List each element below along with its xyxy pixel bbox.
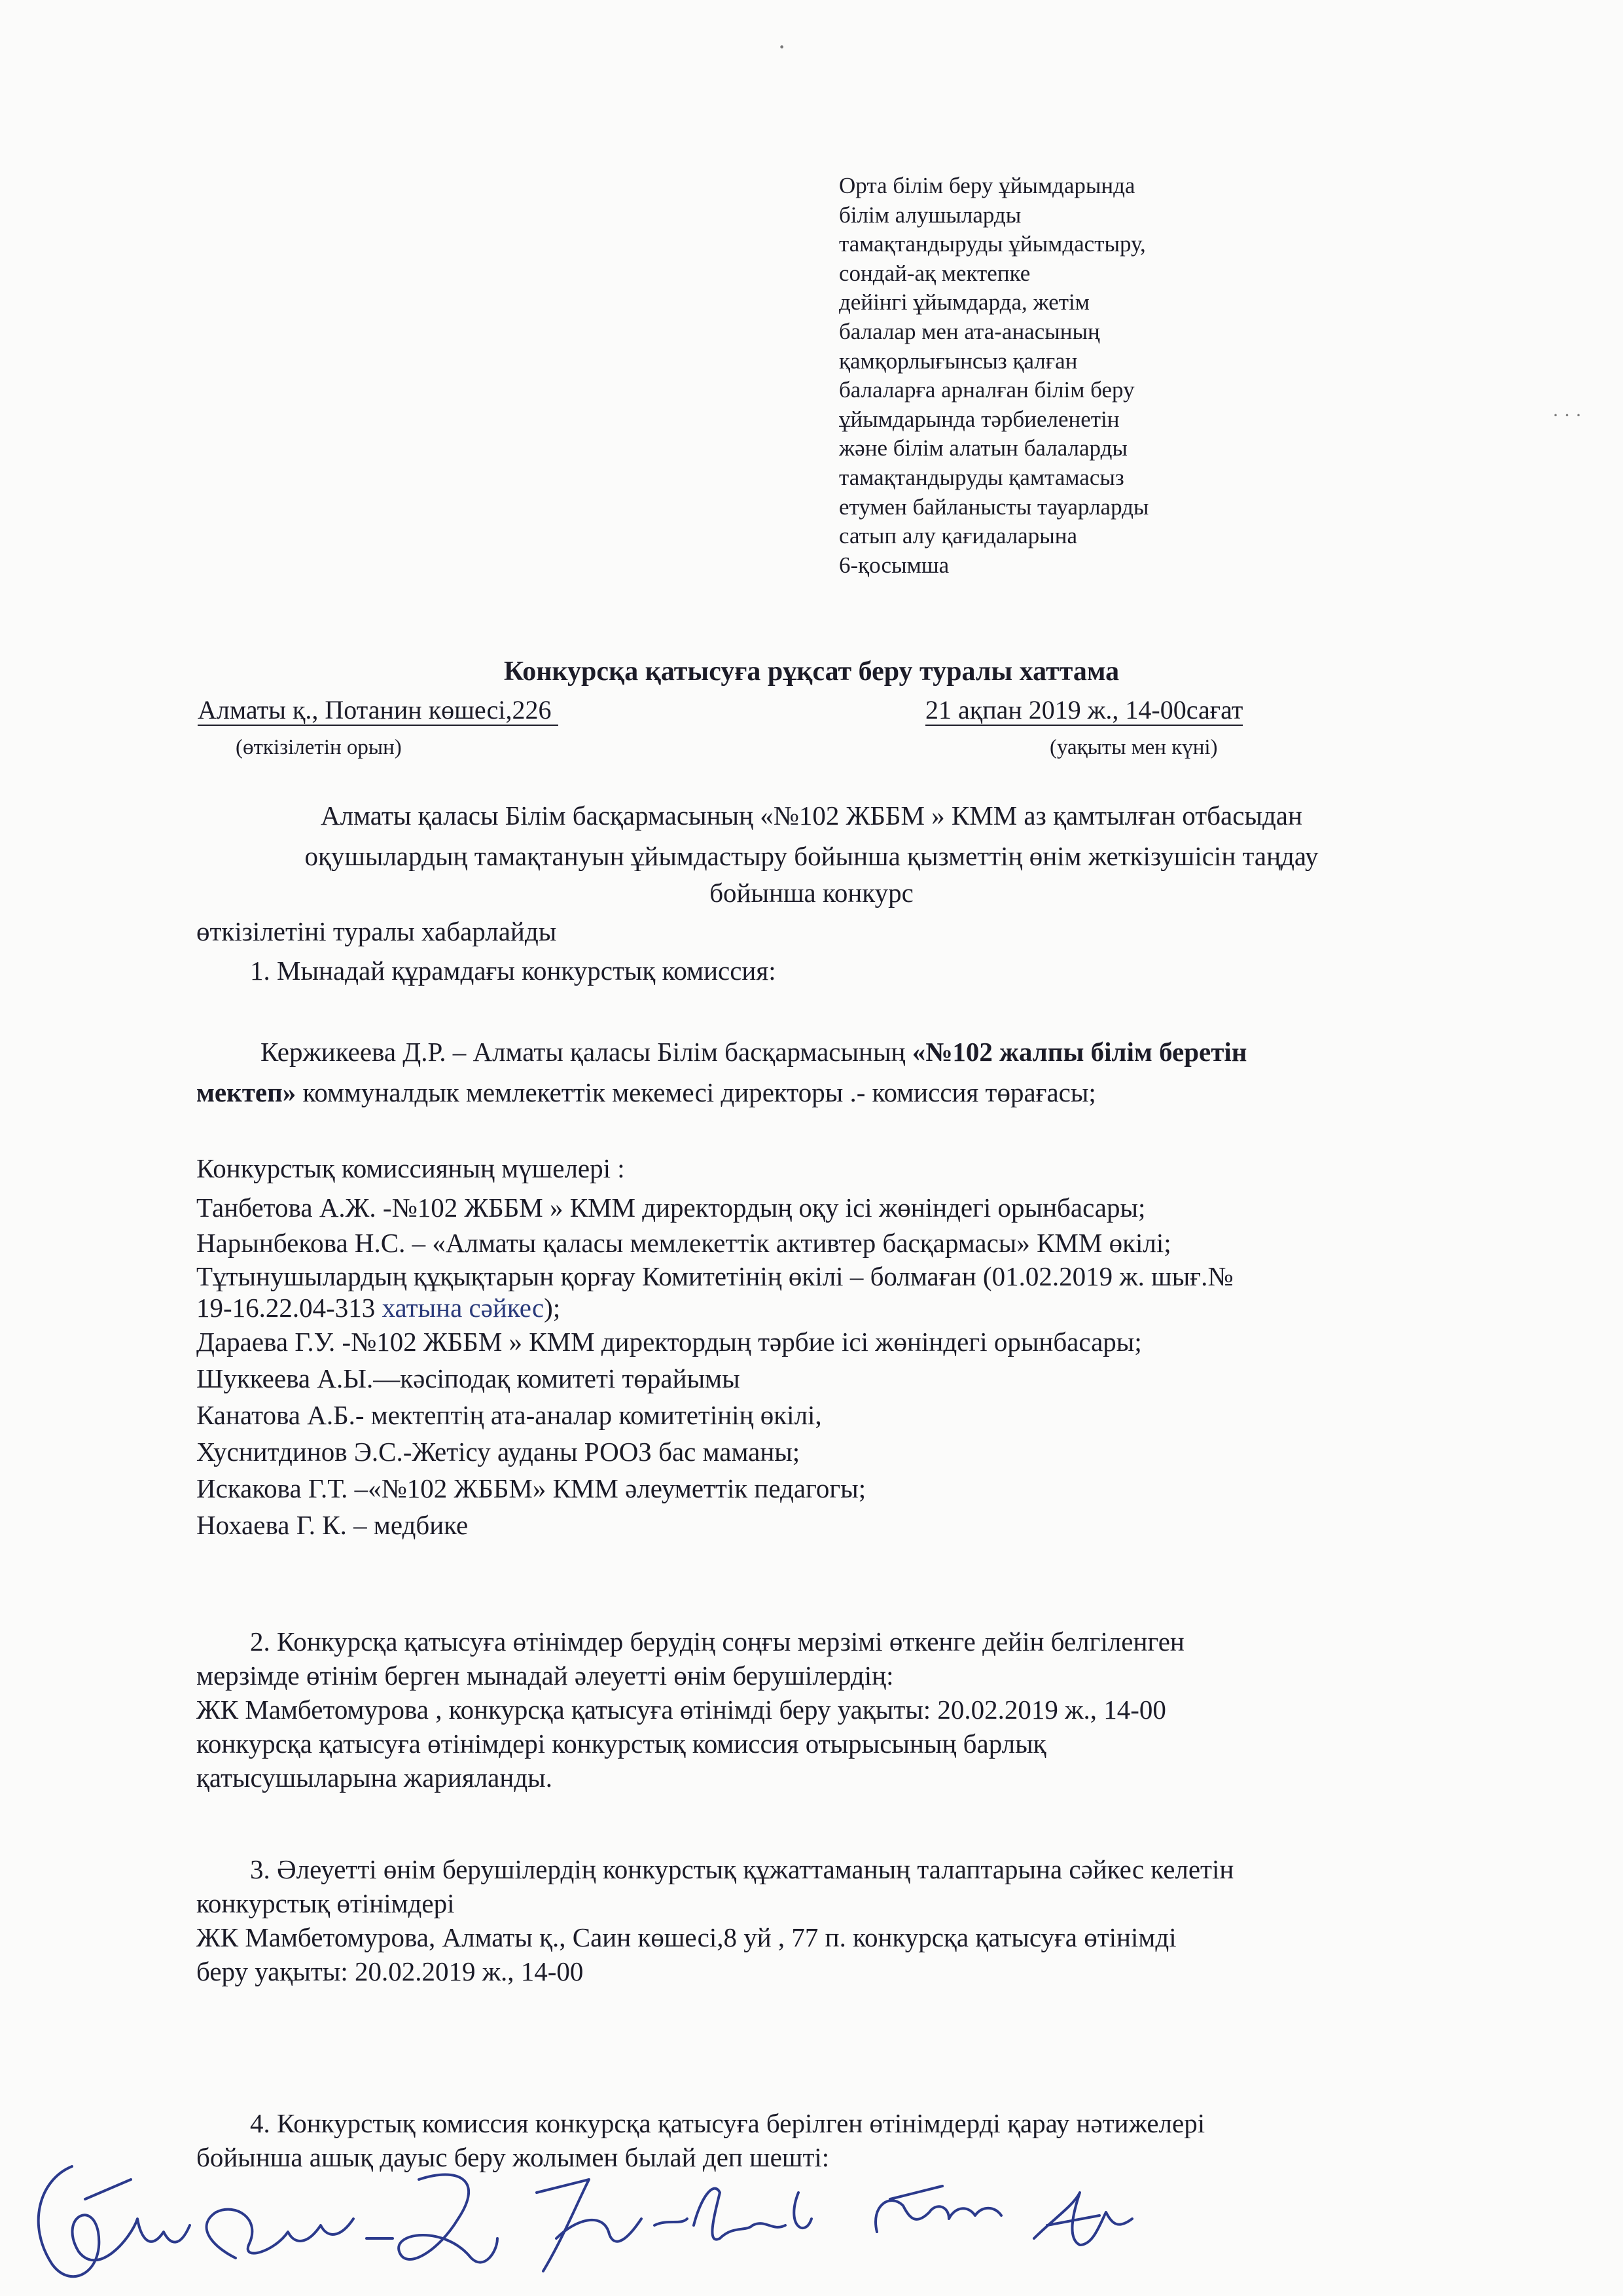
scan-speck: · · · — [1552, 404, 1582, 426]
appendix-line: етумен байланысты тауарларды — [839, 493, 1149, 520]
appendix-line: Орта білім беру ұйымдарында — [839, 173, 1135, 198]
signature-3 — [399, 2175, 497, 2263]
section-3-line: конкурстық өтінімдері — [196, 1888, 455, 1918]
commission-chair — [196, 1031, 1479, 1072]
chair-role: коммуналдык мемлекеттік мекемесі директоры .- комиссия төрағасы; — [296, 1077, 1096, 1107]
section-2-line: мерзімде өтінім берген мынадай әлеуетті өнім берушілердің: — [196, 1660, 894, 1691]
section-3-line: беру уақыты: 20.02.2019 ж., 14-00 — [196, 1956, 584, 1986]
section-2-line: ЖК Мамбетомурова , конкурсқа қатысуға өтінімді беру уақыты: 20.02.2019 ж., 14-00 — [196, 1695, 1166, 1725]
signature-4 — [537, 2179, 687, 2271]
appendix-line: 6-қосымша — [839, 552, 950, 578]
member-line: Дараева Г.У. -№102 ЖББМ » КММ директордың тәрбие ісі жөніндегі орынбасары; — [196, 1327, 1142, 1357]
school-name-cont: мектеп» — [196, 1077, 296, 1107]
section-1 — [196, 915, 1479, 1543]
member-line-cont — [196, 1292, 1479, 1323]
intro-paragraph — [196, 795, 1427, 909]
appendix-line: және білім алатын балаларды — [839, 435, 1128, 461]
appendix-line: тамақтандыруды ұйымдастыру, — [839, 231, 1146, 257]
members-heading: Конкурстық комиссияның мүшелері : — [196, 1153, 625, 1183]
signature-2 — [207, 2210, 393, 2258]
appendix-line: білім алушыларды — [839, 202, 1022, 228]
section-3-line: ЖК Мамбетомурова, Алматы қ., Саин көшесі,8 уй , 77 п. конкурсқа қатысуға өтінімді — [196, 1922, 1177, 1952]
appendix-line: дейінгі ұйымдарда, жетім — [839, 289, 1090, 315]
appendix-line: тамақтандыруды қамтамасыз — [839, 464, 1124, 490]
signature-7 — [1034, 2193, 1132, 2245]
section-2 — [196, 1624, 1479, 1795]
appendix-note — [839, 171, 1297, 580]
announce-line: өткізілетіні туралы хабарлайды — [196, 916, 557, 946]
chair-text: Кержикеева Д.Р. – Алматы қаласы Білім басқармасының — [260, 1037, 912, 1067]
appendix-line: сатып алу қағидаларына — [839, 523, 1077, 549]
intro-line: оқушылардың тамақтануын ұйымдастыру бойынша қызметтің өнім жеткізушісін таңдау — [304, 841, 1319, 871]
appendix-line: сондай-ақ мектепке — [839, 260, 1031, 286]
letter-ref: 19-16.22.04-313 — [196, 1293, 382, 1323]
letter-ref-end: ); — [544, 1293, 561, 1323]
school-name: «№102 жалпы білім беретін — [912, 1037, 1247, 1067]
intro-line: бойынша конкурс — [709, 878, 914, 908]
letter-ref-link: хатына сәйкес — [382, 1293, 544, 1323]
signature-1 — [39, 2166, 190, 2276]
section-4-line: 4. Конкурстық комиссия конкурсқа қатысуға берілген өтінімдерді қарау нәтижелері — [250, 2108, 1205, 2138]
commission-chair-cont — [196, 1072, 1479, 1113]
section-1-heading: 1. Мынадай құрамдағы конкурстық комиссия: — [250, 956, 776, 986]
member-line: Шуккеева А.Ы.—кәсіподақ комитеті төрайымы — [196, 1363, 740, 1393]
member-line: Нохаева Г. К. – медбике — [196, 1510, 469, 1540]
signatures — [0, 2140, 1623, 2296]
section-4-line: бойынша ашық дауыс беру жолымен былай деп шешті: — [196, 2142, 830, 2172]
meeting-place-caption: (өткізілетін орын) — [236, 736, 402, 759]
member-line: Канатова А.Б.- мектептің ата-аналар комитетінің өкілі, — [196, 1400, 822, 1430]
signature-6 — [876, 2186, 1001, 2232]
appendix-line: қамқорлығынсыз қалған — [839, 348, 1078, 374]
section-2-line: қатысушыларына жарияланды. — [196, 1763, 552, 1793]
appendix-line: балалар мен ата-анасының — [839, 318, 1100, 344]
section-2-line: конкурсқа қатысуға өтінімдері конкурстық комиссия отырысының барлық — [196, 1729, 1046, 1759]
member-line: Хуснитдинов Э.С.-Жетісу ауданы РООЗ бас маманы; — [196, 1437, 800, 1467]
member-line: Искакова Г.Т. –«№102 ЖББМ» КММ әлеуметтік педагогы; — [196, 1473, 866, 1503]
member-line: Танбетова А.Ж. -№102 ЖББМ » КММ директордың оқу ісі жөніндегі орынбасары; — [196, 1193, 1146, 1223]
appendix-line: балаларға арналған білім беру — [839, 377, 1135, 403]
section-3 — [196, 1852, 1479, 1988]
scan-speck: · — [777, 32, 787, 62]
section-2-line: 2. Конкурсқа қатысуға өтінімдер берудің соңғы мерзімі өткенге дейін белгіленген — [250, 1626, 1185, 1657]
intro-line: Алматы қаласы Білім басқармасының «№102 ЖББМ » КММ аз қамтылған отбасыдан — [321, 800, 1302, 831]
member-line: Тұтынушылардың құқықтарын қорғау Комитетінің өкілі – болмаған (01.02.2019 ж. шығ.№ — [196, 1261, 1234, 1291]
member-line: Нарынбекова Н.С. – «Алматы қаласы мемлекеттік активтер басқармасы» КММ өкілі; — [196, 1228, 1171, 1258]
meeting-place: Алматы қ., Потанин көшесі,226 — [198, 695, 558, 725]
meeting-date-caption: (уақыты мен күні) — [1050, 736, 1218, 759]
appendix-line: ұйымдарында тәрбиеленетін — [839, 406, 1120, 432]
meeting-date: 21 ақпан 2019 ж., 14-00сағат — [925, 695, 1243, 725]
section-3-line: 3. Әлеуетті өнім берушілердің конкурстық құжаттаманың талаптарына сәйкес келетін — [250, 1854, 1234, 1884]
document-title: Конкурсқа қатысуға рұқсат беру туралы хаттама — [503, 656, 1120, 687]
signature-5 — [694, 2189, 812, 2240]
